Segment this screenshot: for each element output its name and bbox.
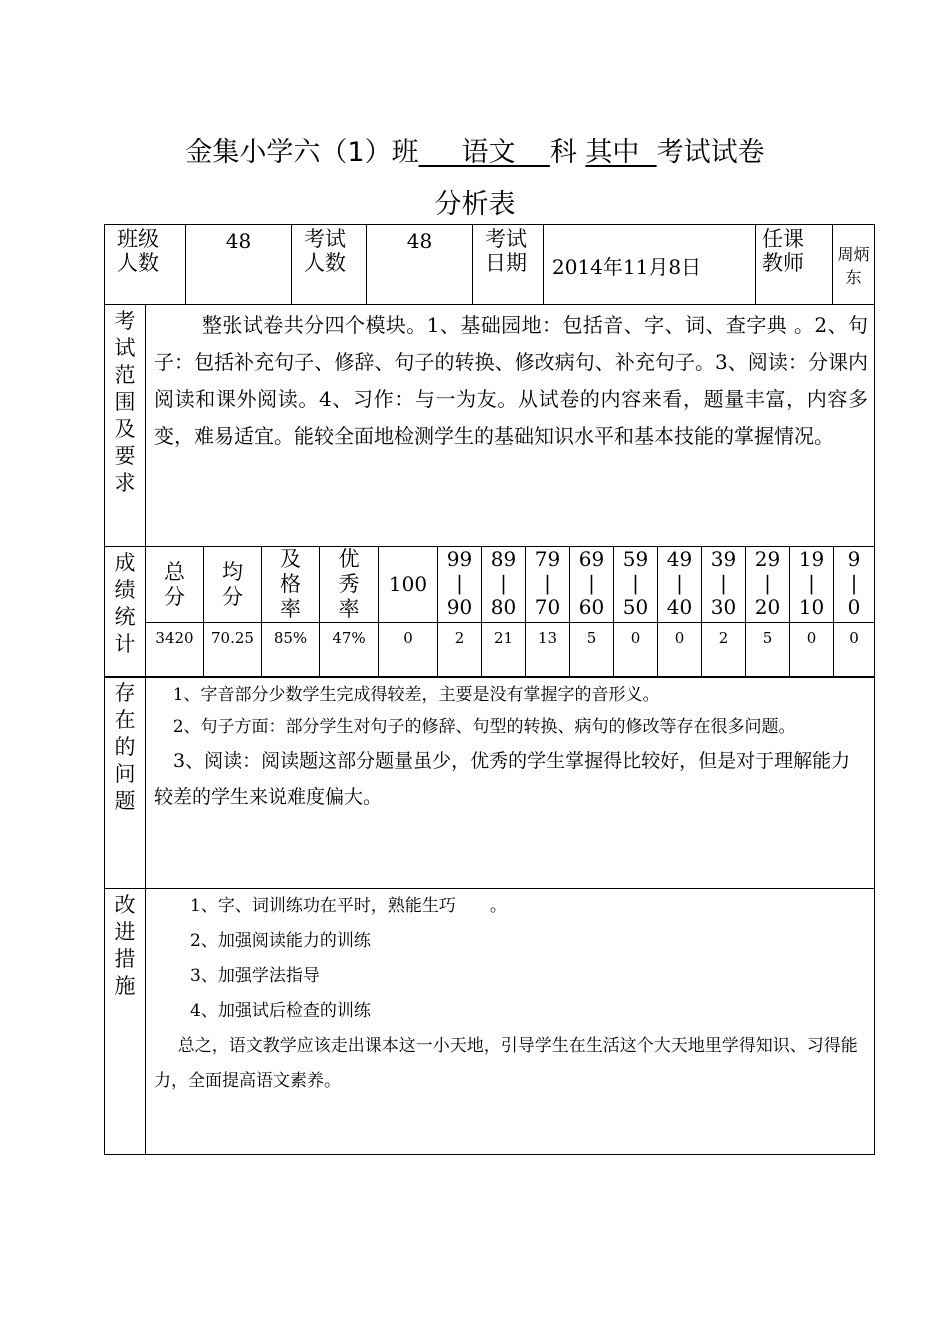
stats-value-pass-rate: 85%	[262, 623, 320, 678]
exam-date-label: 考试 日期	[473, 225, 544, 305]
stats-header-total: 总 分	[146, 547, 204, 623]
stats-value-range: 21	[482, 623, 526, 678]
stats-header-range: 59 | 50	[614, 547, 658, 623]
measure-item: 3、加强学法指导	[190, 966, 320, 986]
teacher-value: 周炳东	[833, 225, 875, 305]
stats-header-range: 19 | 10	[790, 547, 834, 623]
stats-header-range: 79 | 70	[526, 547, 570, 623]
scope-table	[104, 304, 875, 547]
stats-header-excellent-rate: 优 秀 率	[320, 547, 379, 623]
stats-header-pass-rate: 及 格 率	[262, 547, 320, 623]
stats-value-100: 0	[379, 623, 438, 678]
problem-item: 1、字音部分少数学生完成得较差，主要是没有掌握字的音形义。	[172, 685, 660, 705]
stats-header-100: 100	[379, 547, 438, 623]
teacher-label: 任课 教师	[756, 225, 833, 305]
measure-item: 4、加强试后检查的训练	[190, 1001, 371, 1021]
problem-item: 3、阅读：阅读题这部分题量虽少，优秀的学生掌握得比较好，但是对于理解能力较差的学生来说难度偏大。	[154, 750, 851, 808]
title-suffix: 考试试卷	[656, 137, 765, 168]
stats-value-range: 0	[658, 623, 702, 678]
stats-label: 成 绩 统 计	[105, 547, 146, 678]
stats-header-range: 69 | 60	[570, 547, 614, 623]
stats-header-range: 9 | 0	[834, 547, 875, 623]
title-exam-type: 其中	[585, 137, 640, 168]
exam-count-label: 考试 人数	[292, 225, 367, 305]
exam-date-value: 2014年11月8日	[544, 225, 756, 305]
class-count-value: 48	[186, 225, 292, 305]
stats-value-range: 0	[790, 623, 834, 678]
stats-value-range: 13	[526, 623, 570, 678]
stats-value-range: 5	[570, 623, 614, 678]
stats-header-range: 39 | 30	[702, 547, 746, 623]
problem-item: 2、句子方面：部分学生对句子的修辞、句型的转换、病句的修改等存在很多问题。	[172, 717, 796, 737]
stats-value-total: 3420	[146, 623, 204, 678]
scope-label: 考 试 范 围 及 要 求	[105, 305, 146, 547]
stats-table	[104, 546, 875, 678]
stats-value-range: 0	[614, 623, 658, 678]
measures-summary: 总之，语文教学应该走出课本这一小天地，引导学生在生活这个大天地里学得知识、习得能力，全面提高语文素养。	[154, 1036, 858, 1091]
scope-text: 整张试卷共分四个模块。1、基础园地：包括音、字、词、查字典 。2、句子：包括补充句子、修辞、句子的转换、修改病句、补充句子。3、阅读：分课内阅读和课外阅读。4、习作：与一为友。从试卷的内容来看，题量丰富，内容多变，难易适宜。能较全面地检测学生的基础知识水平和基本技能的掌握情况。	[146, 305, 875, 547]
problems-content	[146, 677, 875, 889]
title-subject-suffix: 科	[549, 137, 577, 168]
stats-header-average: 均 分	[204, 547, 262, 623]
stats-value-range: 5	[746, 623, 790, 678]
stats-header-range: 99 | 90	[438, 547, 482, 623]
stats-header-range: 49 | 40	[658, 547, 702, 623]
measures-content	[146, 889, 875, 1155]
stats-value-range: 2	[702, 623, 746, 678]
stats-value-excellent-rate: 47%	[320, 623, 379, 678]
problems-label: 存 在 的 问 题	[105, 677, 146, 889]
title-subject: 语文	[461, 137, 516, 168]
exam-count-value: 48	[367, 225, 473, 305]
stats-value-range: 0	[834, 623, 875, 678]
info-table	[104, 224, 875, 305]
stats-header-range: 89 | 80	[482, 547, 526, 623]
problems-table	[104, 676, 875, 889]
page-title	[0, 130, 950, 169]
measures-label: 改 进 措 施	[105, 889, 146, 1155]
measures-table	[104, 888, 875, 1155]
stats-value-average: 70.25	[204, 623, 262, 678]
class-count-label: 班级 人数	[105, 225, 186, 305]
title-class: 金集小学六（1）班	[185, 137, 419, 168]
stats-header-range: 29 | 20	[746, 547, 790, 623]
page-subtitle: 分析表	[434, 189, 516, 220]
measure-item: 2、加强阅读能力的训练	[190, 931, 371, 951]
measure-item: 1、字、词训练功在平时，熟能生巧 。	[190, 896, 507, 916]
stats-value-range: 2	[438, 623, 482, 678]
